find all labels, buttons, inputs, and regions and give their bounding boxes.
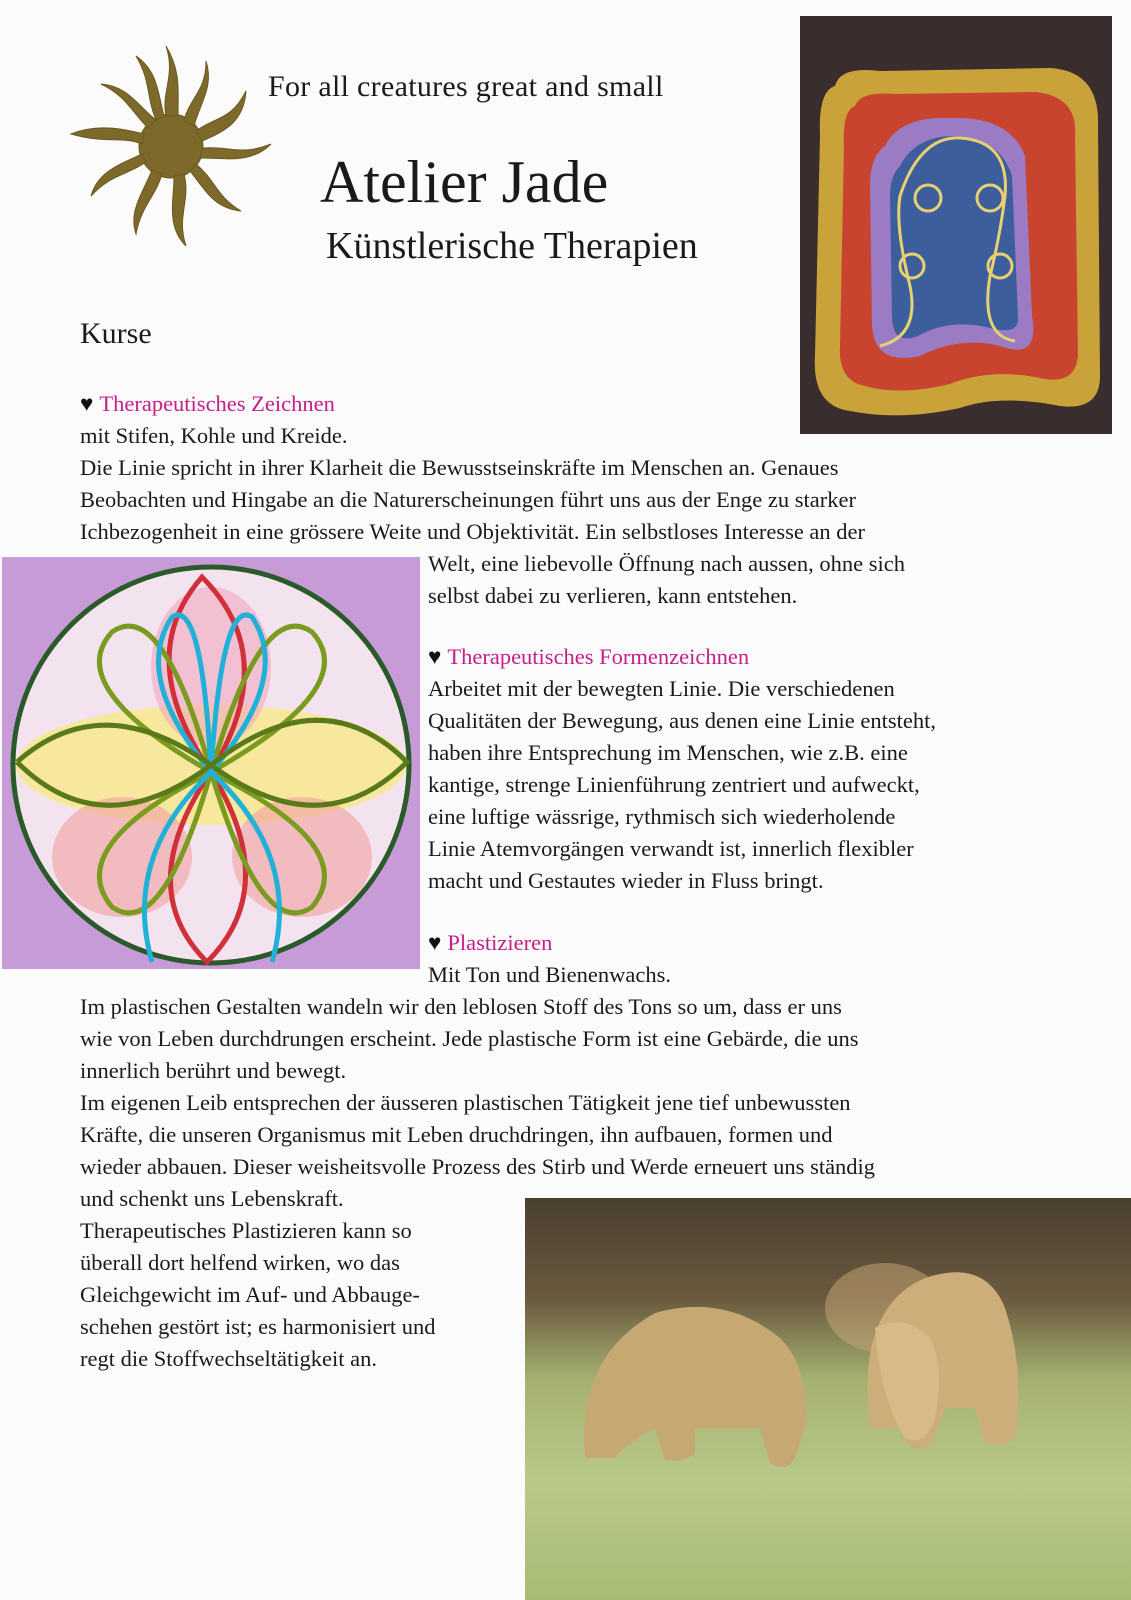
course-heading-zeichnen: ♥ Therapeutisches Zeichnen (80, 391, 335, 416)
course-text-line: kantige, strenge Linienführung zentriert und aufweckt, (428, 772, 920, 797)
course-text-line: überall dort helfend wirken, wo das (80, 1250, 400, 1275)
course-text-line: mit Stifen, Kohle und Kreide. (80, 423, 348, 448)
course-text-line: wieder abbauen. Dieser weisheitsvolle Prozess des Stirb und Werde erneuert uns ständig (80, 1154, 876, 1179)
page-title: Atelier Jade (320, 149, 609, 215)
course-text-line: eine luftige wässrige, rythmisch sich wiederholende (428, 804, 896, 829)
heart-icon: ♥ (428, 930, 442, 955)
heart-icon: ♥ (428, 644, 442, 669)
course-heading-formenzeichnen: ♥ Therapeutisches Formenzeichnen (428, 644, 750, 669)
course-text-line: innerlich berührt und bewegt. (80, 1058, 347, 1083)
course-text-line: Qualitäten der Bewegung, aus denen eine Linie entsteht, (428, 708, 936, 733)
course-text-line: Arbeitet mit der bewegten Linie. Die verschiedenen (428, 676, 895, 701)
course-text-line: Die Linie spricht in ihrer Klarheit die Bewusstseinskräfte im Menschen an. Genaues (80, 455, 839, 480)
course-text-line: Mit Ton und Bienenwachs. (428, 962, 671, 987)
sun-logo-icon (66, 36, 276, 256)
course-heading-plastizieren: ♥ Plastizieren (428, 930, 553, 955)
form-drawing-mandala-image (2, 557, 420, 969)
course-text-line: und schenkt uns Lebenskraft. (80, 1186, 344, 1211)
heart-icon: ♥ (80, 391, 94, 416)
course-text-line: haben ihre Entsprechung im Menschen, wie z.B. eine (428, 740, 908, 765)
page-subtitle: Künstlerische Therapien (326, 225, 698, 267)
course-text-line: Im eigenen Leib entsprechen der äusseren plastischen Tätigkeit jene tief unbewussten (80, 1090, 851, 1115)
course-text-line: Ichbezogenheit in eine grössere Weite und Objektivität. Ein selbstloses Interesse an der (80, 519, 866, 544)
course-text-line: Gleichgewicht im Auf- und Abbauge- (80, 1282, 420, 1307)
tagline: For all creatures great and small (268, 70, 664, 103)
chalk-drawing-image (800, 16, 1112, 434)
section-title-kurse: Kurse (80, 317, 152, 350)
course-text-line: Kräfte, die unseren Organismus mit Leben druchdringen, ihn aufbauen, formen und (80, 1122, 833, 1147)
course-text-line: Beobachten und Hingabe an die Naturerscheinungen führt uns aus der Enge zu starker (80, 487, 856, 512)
clay-bears-image (525, 1198, 1131, 1600)
course-text-line: Welt, eine liebevolle Öffnung nach aussen, ohne sich (428, 551, 906, 576)
course-text-line: macht und Gestautes wieder in Fluss bringt. (428, 868, 824, 893)
course-text-line: schehen gestört ist; es harmonisiert und (80, 1314, 436, 1339)
course-text-line: selbst dabei zu verlieren, kann entstehen. (428, 583, 798, 608)
course-text-line: regt die Stoffwechseltätigkeit an. (80, 1346, 377, 1371)
course-text-line: Im plastischen Gestalten wandeln wir den leblosen Stoff des Tons so um, dass er uns (80, 994, 842, 1019)
course-text-line: wie von Leben durchdrungen erscheint. Jede plastische Form ist eine Gebärde, die uns (80, 1026, 859, 1051)
course-text-line: Linie Atemvorgängen verwandt ist, innerlich flexibler (428, 836, 914, 861)
course-text-line: Therapeutisches Plastizieren kann so (80, 1218, 412, 1243)
